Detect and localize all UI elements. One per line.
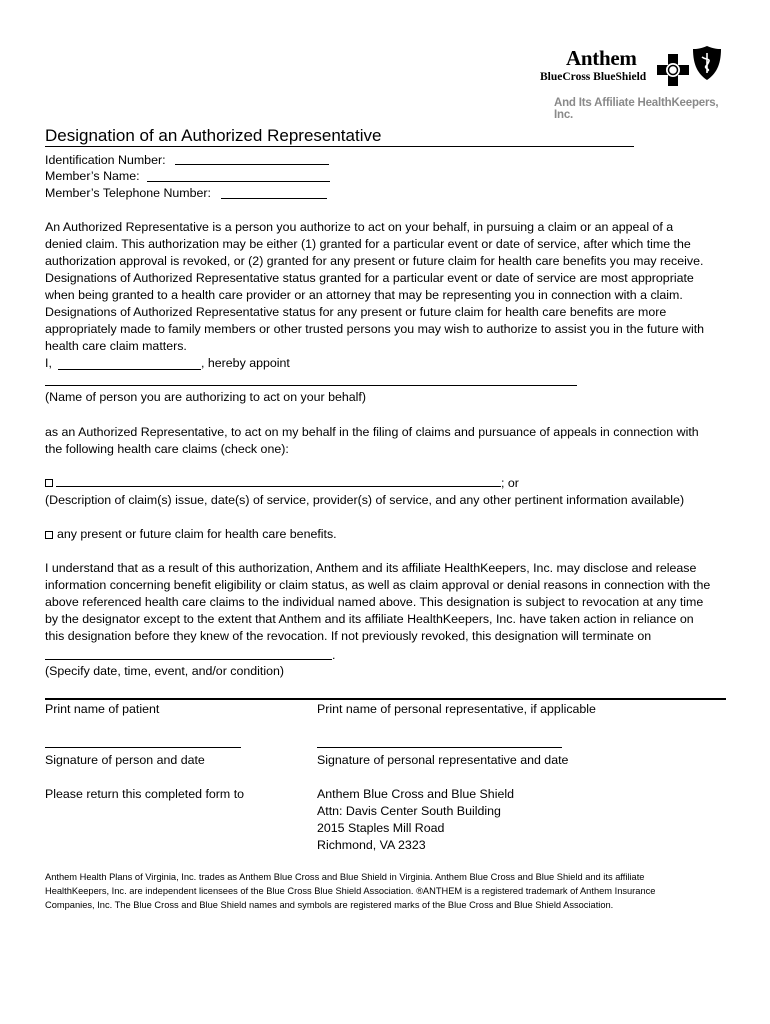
termination-field[interactable] — [45, 659, 332, 660]
appoint-prefix: I, — [45, 356, 52, 370]
return-label: Please return this completed form to — [45, 787, 245, 801]
intro-line: appropriately made to family members or other trusted persons you may wish to authorize to assist you in the future with — [45, 322, 705, 336]
blue-cross-icon — [657, 54, 689, 86]
appointer-name-field[interactable] — [58, 369, 201, 370]
affiliate-text: And Its Affiliate HealthKeepers, Inc. — [554, 97, 719, 121]
intro-line: denied claim. This authorization may be either (1) granted for a particular event or date of service, after which time the — [45, 237, 691, 251]
termination-period: . — [332, 648, 336, 662]
claim-description-field[interactable] — [56, 486, 501, 487]
appoint-suffix: , hereby appoint — [201, 356, 290, 370]
address-line: Anthem Blue Cross and Blue Shield — [317, 787, 514, 801]
return-address — [317, 786, 514, 854]
signature-rep-label: Signature of personal representative and date — [317, 753, 569, 767]
understand-paragraph — [45, 560, 725, 645]
member-name-label: Member’s Name: — [45, 169, 140, 183]
authorize-paragraph — [45, 424, 725, 458]
option1-suffix: ; or — [501, 476, 519, 490]
footer-line: HealthKeepers, Inc. are independent licensees of the Blue Cross Blue Shield Association. ®ANTHEM is a registered trademark of Anthem Insurance — [45, 886, 656, 896]
name-caption: (Name of person you are authorizing to act on your behalf) — [45, 390, 366, 404]
form-title: Designation of an Authorized Representative — [45, 126, 382, 145]
understand-line: above referenced health care claims to the individual named above. This designation is subject to revocation at any time — [45, 595, 704, 609]
intro-line: health care claim matters. — [45, 339, 187, 353]
blue-shield-icon — [692, 45, 722, 81]
brand-subtitle: BlueCross BlueShield — [540, 71, 647, 83]
member-phone-label: Member’s Telephone Number: — [45, 186, 211, 200]
id-number-field[interactable] — [175, 164, 329, 165]
signature-rep-field[interactable] — [317, 747, 562, 748]
member-phone-field[interactable] — [221, 198, 327, 199]
id-number-label: Identification Number: — [45, 153, 166, 167]
authorize-line: as an Authorized Representative, to act on my behalf in the filing of claims and pursuance of appeals in connection with — [45, 425, 699, 439]
title-underline — [45, 146, 634, 147]
legal-footer — [45, 870, 725, 912]
option2-checkbox[interactable] — [45, 531, 53, 539]
signature-person-field[interactable] — [45, 747, 241, 748]
print-patient-label: Print name of patient — [45, 702, 160, 716]
understand-line: I understand that as a result of this authorization, Anthem and its affiliate HealthKeepers, Inc. may disclose and release — [45, 561, 697, 575]
option1-checkbox[interactable] — [45, 479, 53, 487]
intro-line: when being granted to a health care provider or an attorney that may be representing you in connection with a claim. — [45, 288, 683, 302]
anthem-logo — [522, 40, 732, 121]
address-line: Attn: Davis Center South Building — [317, 804, 501, 818]
intro-paragraph — [45, 219, 725, 355]
intro-line: Designations of Authorized Representative status granted for a particular event or date of service are most appropriate — [45, 271, 694, 285]
representative-name-field[interactable] — [45, 385, 577, 386]
brand-name: Anthem — [566, 46, 637, 70]
option1-caption: (Description of claim(s) issue, date(s) of service, provider(s) of service, and any other pertinent information available) — [45, 493, 685, 507]
address-line: 2015 Staples Mill Road — [317, 821, 445, 835]
print-rep-label: Print name of personal representative, if applicable — [317, 702, 596, 716]
intro-line: Designations of Authorized Representative status for any present or future claim for health care benefits are more — [45, 305, 667, 319]
option2-label: any present or future claim for health care benefits. — [57, 527, 337, 541]
intro-line: authorization approval is revoked, or (2) granted for any present or future claim for health care benefits you may receive. — [45, 254, 704, 268]
section-divider — [45, 698, 726, 700]
understand-line: by the designator except to the extent that Anthem and its affiliate HealthKeepers, Inc. have taken action in reliance on — [45, 612, 694, 626]
understand-line: information concerning benefit eligibility or claim status, as well as claim approval or denial reasons in connection with the — [45, 578, 711, 592]
footer-line: Companies, Inc. The Blue Cross and Blue Shield names and symbols are registered marks of the Blue Cross and Blue Shield Association. — [45, 900, 614, 910]
specify-caption: (Specify date, time, event, and/or condition) — [45, 664, 284, 678]
footer-line: Anthem Health Plans of Virginia, Inc. trades as Anthem Blue Cross and Blue Shield in Virginia. Anthem Blue Cross and Blue Shield and its affiliate — [45, 872, 645, 882]
member-name-field[interactable] — [147, 181, 330, 182]
authorize-line: the following health care claims (check one): — [45, 442, 289, 456]
signature-person-label: Signature of person and date — [45, 753, 205, 767]
understand-line: this designation before they knew of the revocation. If not previously revoked, this designation will terminate on — [45, 629, 652, 643]
address-line: Richmond, VA 2323 — [317, 838, 426, 852]
intro-line: An Authorized Representative is a person you authorize to act on your behalf, in pursuing a claim or an appeal of a — [45, 220, 674, 234]
